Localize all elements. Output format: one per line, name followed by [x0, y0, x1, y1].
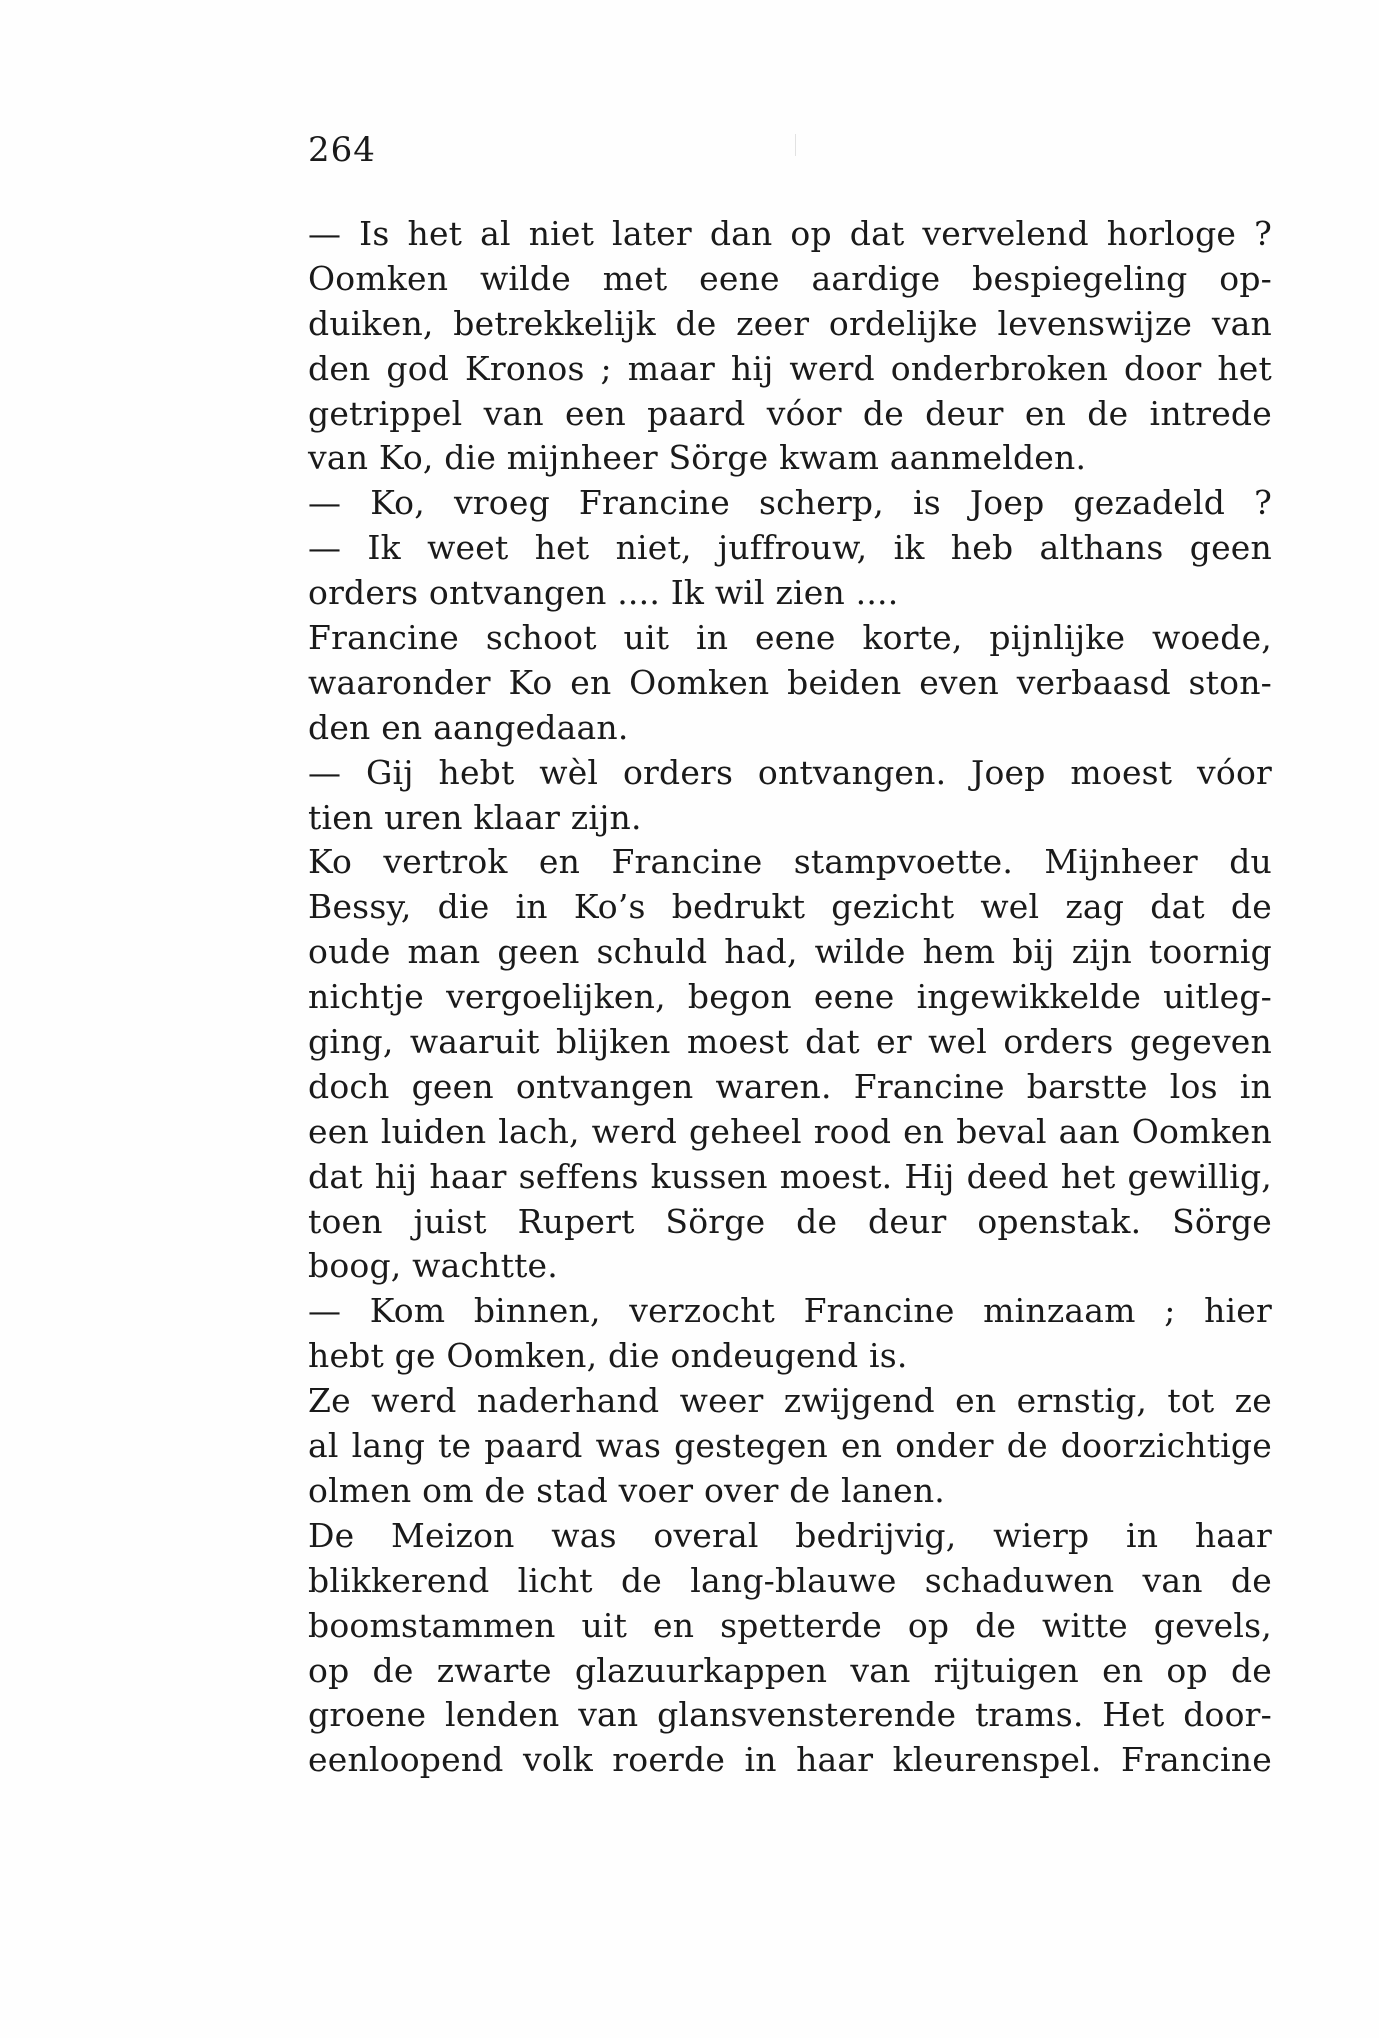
text-line: toen juist Rupert Sörge de deur openstak. Sörge — [308, 1201, 1272, 1241]
text-line: al lang te paard was gestegen en onder de doorzichtige — [308, 1426, 1272, 1466]
text-line: ging, waaruit blijken moest dat er wel orders gegeven — [308, 1022, 1272, 1062]
text-line: een luiden lach, werd geheel rood en beval aan Oomken — [308, 1111, 1272, 1151]
scan-mark — [795, 134, 796, 156]
text-line: eenloopend volk roerde in haar kleurenspel. Francine — [308, 1740, 1272, 1780]
text-line: — Is het al niet later dan op dat vervelend horloge ? — [308, 214, 1272, 253]
text-line: orders ontvangen .... Ik wil zien .... — [308, 573, 899, 613]
text-line: doch geen ontvangen waren. Francine barstte los in — [308, 1066, 1272, 1106]
text-line: op de zwarte glazuurkappen van rijtuigen en op de — [308, 1650, 1272, 1690]
text-line: groene lenden van glansvensterende trams. Het door- — [308, 1695, 1272, 1735]
text-line: oude man geen schuld had, wilde hem bij zijn toornig — [308, 932, 1272, 972]
text-line: boog, wachtte. — [308, 1246, 558, 1286]
text-line: Ze werd naderhand weer zwijgend en ernstig, tot ze — [308, 1381, 1272, 1421]
text-line: — Gij hebt wèl orders ontvangen. Joep moest vóor — [308, 752, 1272, 792]
text-line: van Ko, die mijnheer Sörge kwam aanmelden. — [308, 438, 1087, 478]
body-text — [308, 212, 1272, 1783]
text-line: den god Kronos ; maar hij werd onderbroken door het — [308, 348, 1272, 388]
text-line: den en aangedaan. — [308, 707, 629, 747]
text-line: blikkerend licht de lang-blauwe schaduwen van de — [308, 1560, 1272, 1600]
text-line: waaronder Ko en Oomken beiden even verbaasd ston- — [308, 662, 1272, 702]
text-line: — Ko, vroeg Francine scherp, is Joep gezadeld ? — [308, 483, 1272, 523]
text-line: Francine schoot uit in eene korte, pijnlijke woede, — [308, 618, 1272, 658]
text-line: Ko vertrok en Francine stampvoette. Mijnheer du — [308, 842, 1272, 882]
text-line: dat hij haar seffens kussen moest. Hij deed het gewillig, — [308, 1156, 1272, 1196]
text-line: tien uren klaar zijn. — [308, 797, 642, 837]
text-line: boomstammen uit en spetterde op de witte gevels, — [308, 1605, 1272, 1645]
text-line: getrippel van een paard vóor de deur en de intrede — [308, 393, 1272, 433]
text-line: — Kom binnen, verzocht Francine minzaam ; hier — [308, 1291, 1272, 1331]
page-number: 264 — [308, 130, 376, 170]
text-line: nichtje vergoelijken, begon eene ingewikkelde uitleg- — [308, 977, 1272, 1017]
text-line: olmen om de stad voer over de lanen. — [308, 1470, 945, 1510]
text-line: Oomken wilde met eene aardige bespiegeling op- — [308, 258, 1272, 298]
text-line: — Ik weet het niet, juffrouw, ik heb althans geen — [308, 528, 1272, 568]
text-line: Bessy, die in Ko’s bedrukt gezicht wel zag dat de — [308, 887, 1272, 927]
text-line: hebt ge Oomken, die ondeugend is. — [308, 1336, 908, 1376]
text-line: De Meizon was overal bedrijvig, wierp in haar — [308, 1515, 1272, 1555]
text-line: duiken, betrekkelijk de zeer ordelijke levenswijze van — [308, 303, 1272, 343]
